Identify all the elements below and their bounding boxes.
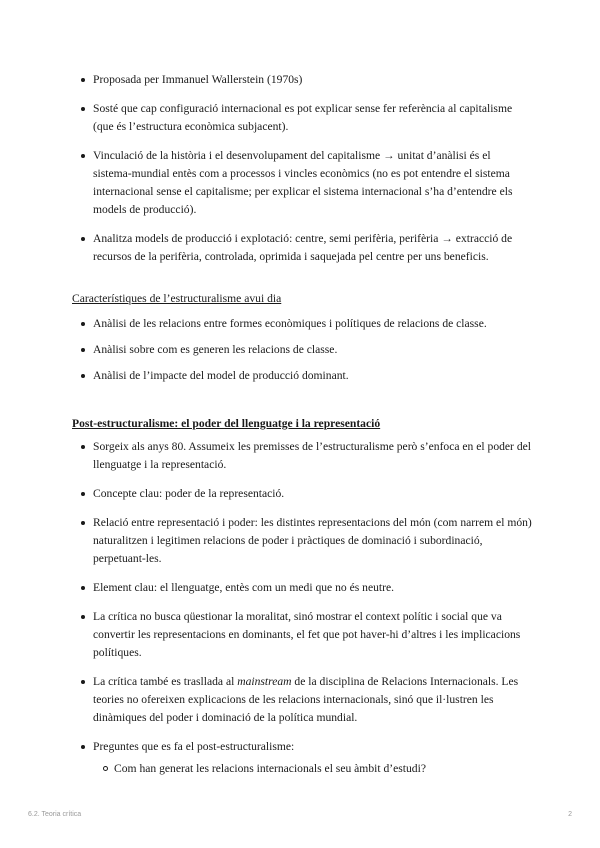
structuralism-today-heading: Característiques de l’estructuralisme avui dia — [72, 292, 282, 305]
sub-list-item: Com han generat les relacions internacionals el seu àmbit d’estudi? — [72, 760, 532, 778]
list-item: Element clau: el llenguatge, entès com un medi que no és neutre. — [72, 579, 532, 597]
list-item: Sosté que cap configuració internacional es pot explicar sense fer referència al capitalisme (que és l’estructura econòmica subjacent). — [72, 100, 532, 136]
questions-list-item — [72, 738, 532, 778]
list-item: La crítica no busca qüestionar la moralitat, sinó mostrar el context polític i social que va convertir les representacions en dominants, el fet que pot haver-hi d’altres i les implicacions polítiques. — [72, 608, 532, 662]
list-item: Relació entre representació i poder: les distintes representacions del món (com narrem el món) naturalitzen i legitimen relacions de poder i pràctiques de dominació i subordinació, perpetuant-les. — [72, 514, 532, 568]
mainstream-emphasis: mainstream — [237, 675, 292, 688]
questions-intro: Preguntes que es fa el post-estructuralisme: — [93, 740, 295, 753]
footer-section-title: 6.2. Teoria crítica — [28, 811, 82, 818]
list-item: Sorgeix als anys 80. Assumeix les premisses de l’estructuralisme però s’enfoca en el poder del llenguatge i la representació. — [72, 438, 532, 474]
mainstream-before-text: La crítica també es trasllada al — [93, 675, 238, 688]
post-structuralism-heading: Post-estructuralisme: el poder del llenguatge i la representació — [72, 417, 381, 430]
footer-page-number: 2 — [568, 811, 572, 818]
questions-sub-list — [72, 760, 532, 778]
list-item: Vinculació de la història i el desenvolupament del capitalisme → unitat d’anàlisi és el sistema-mundial entès com a processos i vincles econòmics (no es pot entendre el sistema internacional sense el capitalisme; per explicar el sistema internacional s’ha d’entendre els models de producció). — [72, 147, 532, 219]
list-item: Concepte clau: poder de la representació. — [72, 485, 532, 503]
structuralism-today-list — [72, 315, 532, 393]
list-item: Analitza models de producció i explotació: centre, semi perifèria, perifèria → extracció de recursos de la perifèria, controlada, oprimida i saquejada pel centre per uns beneficis. — [72, 230, 532, 266]
wallerstein-bullet-list — [72, 71, 532, 277]
post-structuralism-list — [72, 438, 532, 778]
mainstream-after-text: de la disciplina de Relacions Internacionals. Les teories no ofereixen explicacions de les relacions internacionals, sinó que il·lustren les dinàmiques del poder i dominació de la política mundial. — [93, 675, 519, 724]
mainstream-list-item — [72, 673, 532, 727]
list-item: Anàlisi de l’impacte del model de producció dominant. — [72, 367, 532, 385]
list-item: Anàlisi sobre com es generen les relacions de classe. — [72, 341, 532, 359]
list-item: Anàlisi de les relacions entre formes econòmiques i polítiques de relacions de classe. — [72, 315, 532, 333]
list-item: Proposada per Immanuel Wallerstein (1970s) — [72, 71, 532, 89]
